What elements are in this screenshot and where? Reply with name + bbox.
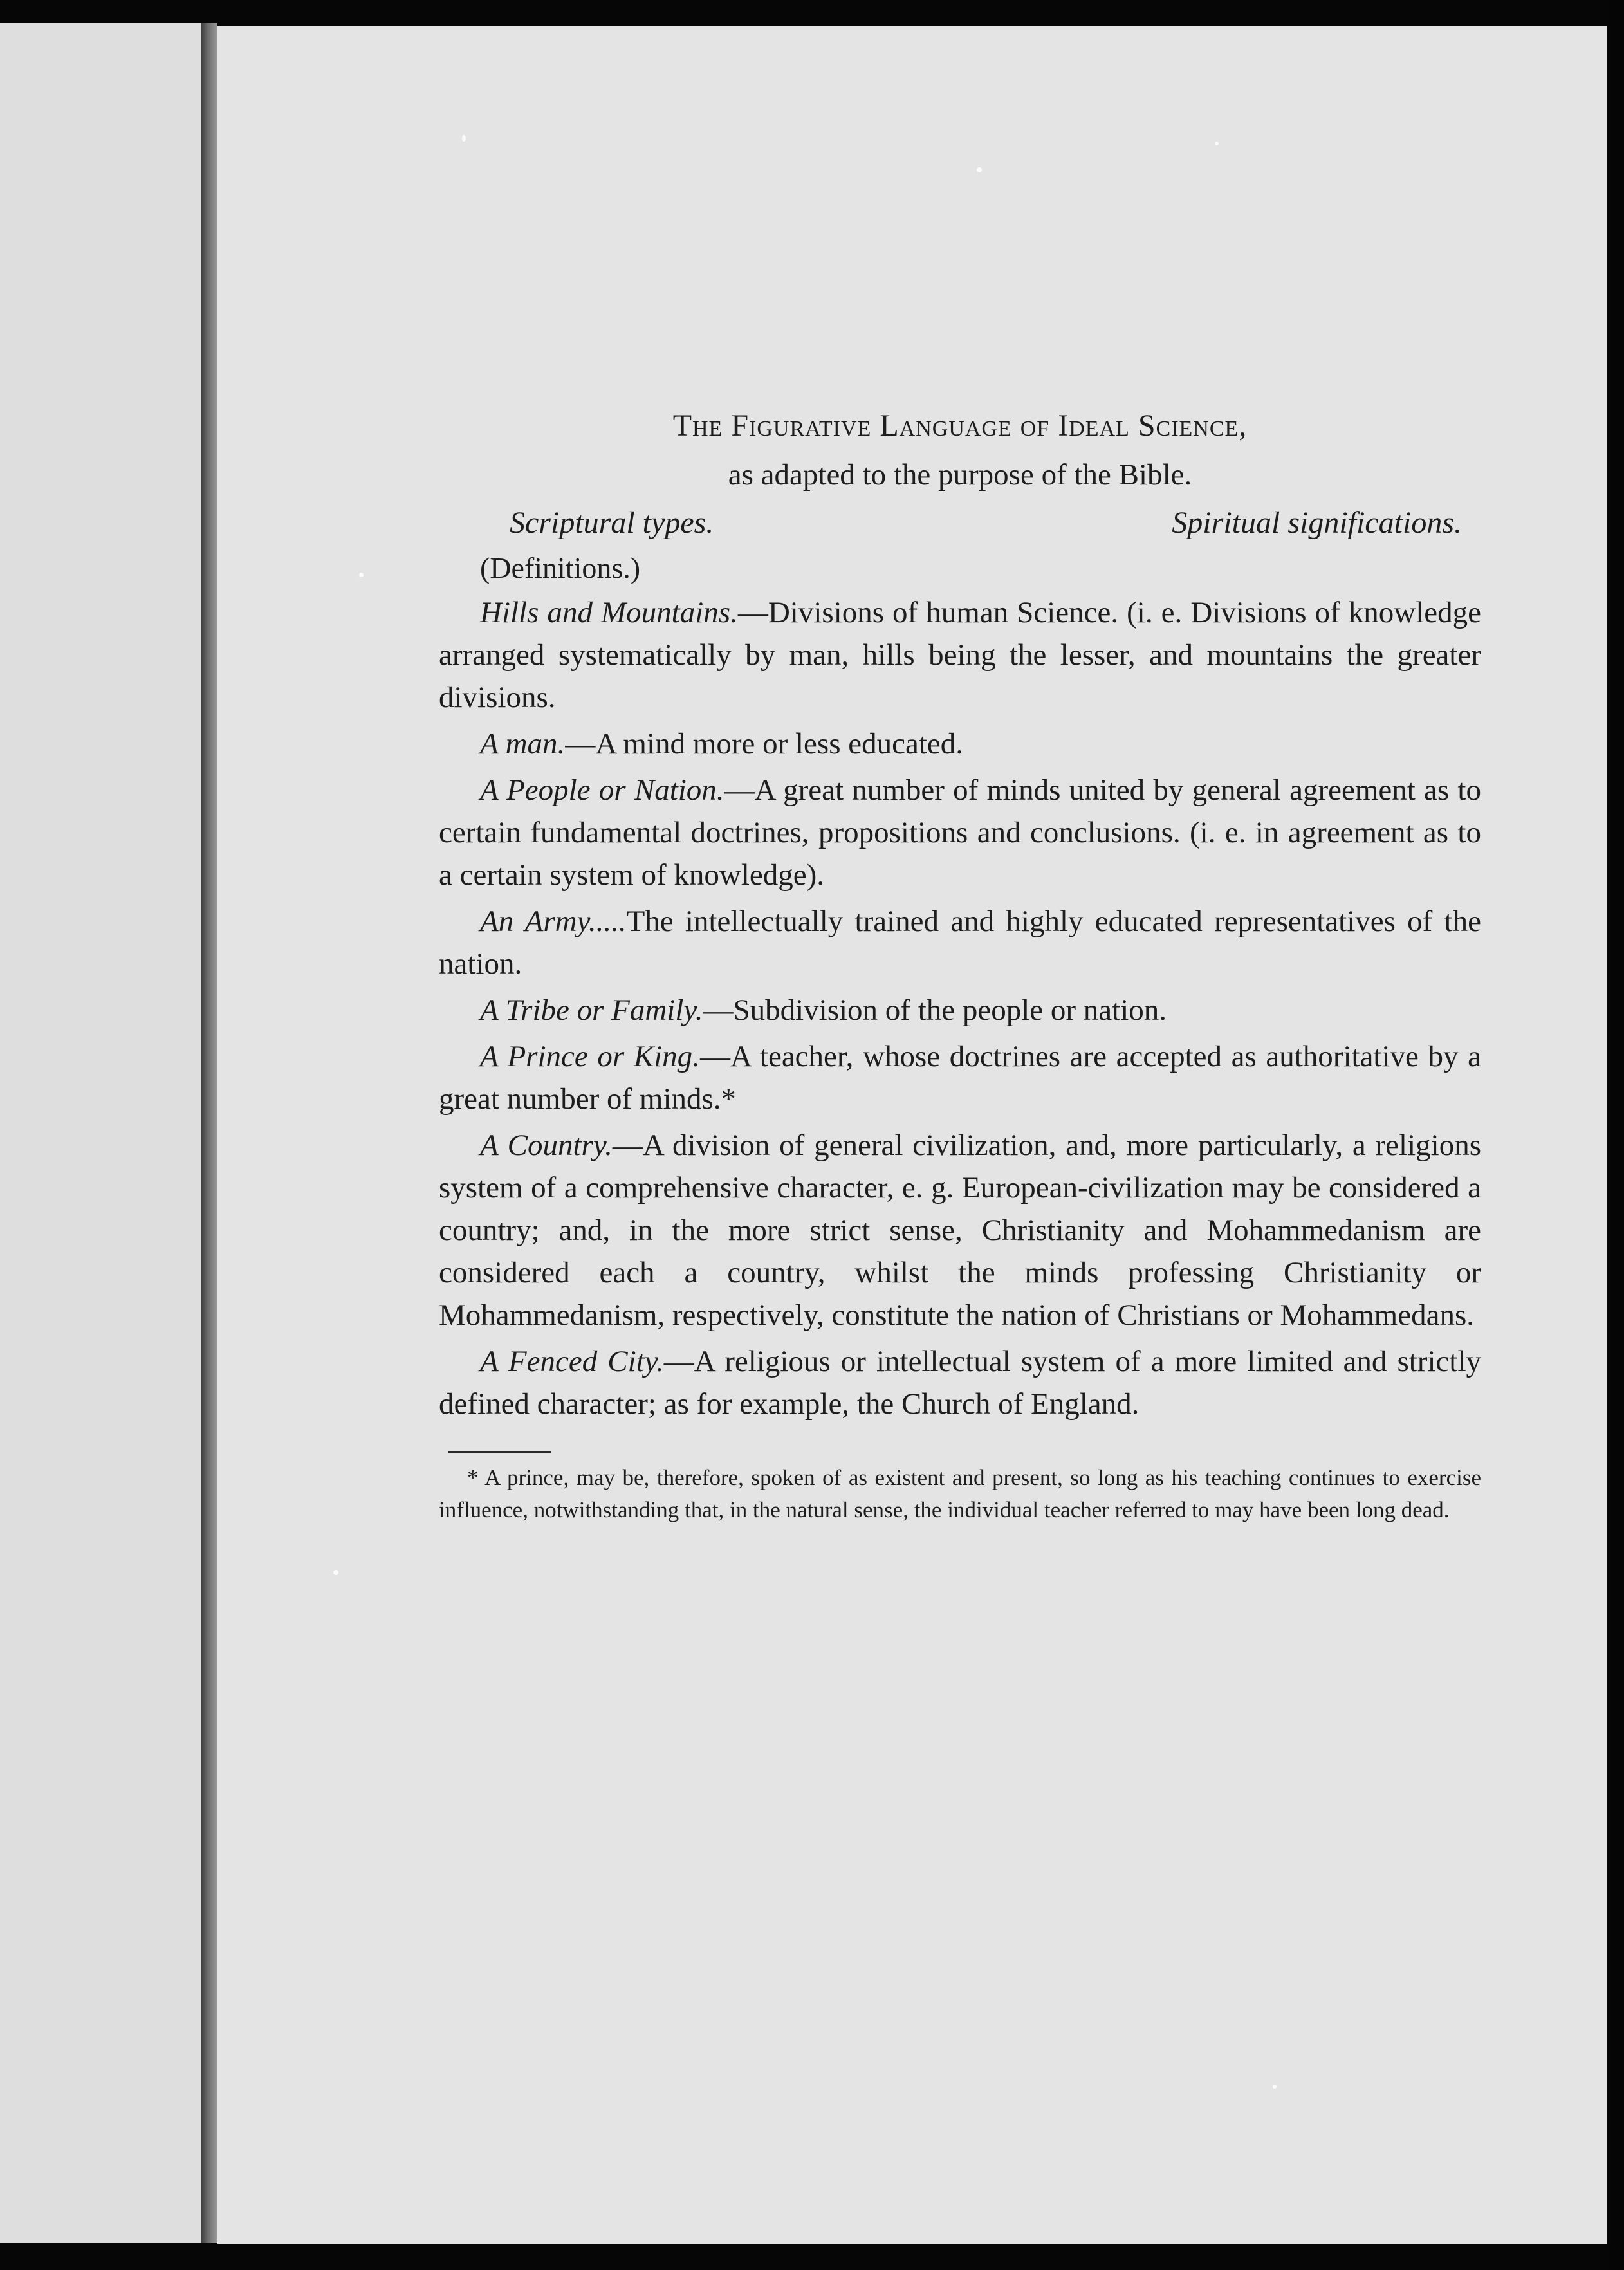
paper-speck (1215, 142, 1219, 145)
definition-entry (439, 1340, 1481, 1425)
definitions-label: (Definitions.) (480, 551, 641, 584)
left-page-edge (0, 23, 201, 2243)
paper-speck (977, 167, 982, 172)
page-title: The Figurative Language of Ideal Science, (672, 409, 1248, 443)
entry-text: —A religious or intellectual system of a more limited and strictly defined character; as for example, the Church of England. (439, 1345, 1481, 1421)
definition-entry (439, 989, 1481, 1031)
entry-text: —A division of general civilization, and, more particularly, a religions system of a comprehensive character, e. g. European-civilization may be considered a country; and, in the more strict sense, Christianity and Mohammedanism are considered each a country, whilst the minds professing Christianity or Mohammedanism, respectively, constitute the nation of Christians or Mohammedans. (439, 1129, 1481, 1332)
entry-text: —Divisions of human Science. (i. e. Divisions of knowledge arranged systematically by man, hills being the lesser, and mountains the greater divisions. (439, 596, 1481, 714)
column-headings (439, 505, 1481, 540)
definition-entry (439, 1124, 1481, 1336)
footnote-rule (448, 1451, 551, 1453)
definition-entry (439, 769, 1481, 896)
entry-text: —A mind more or less educated. (565, 727, 964, 761)
paper-speck (1273, 2085, 1277, 2089)
footnote: * A prince, may be, therefore, spoken of as existent and present, so long as his teaching continues to exercise influence, notwithstanding that, in the natural sense, the individual teacher referred to may have been long dead. (439, 1465, 1481, 1522)
paper-speck (359, 573, 364, 577)
entry-text: —Subdivision of the people or nation. (703, 993, 1167, 1027)
book-gutter (201, 23, 217, 2243)
definition-entry (439, 900, 1481, 985)
entry-term: A Country. (480, 1129, 613, 1162)
scan-border (1610, 0, 1624, 2270)
entry-term: A man. (480, 727, 566, 761)
entry-term: A People or Nation. (480, 773, 724, 807)
entry-term: A Prince or King. (480, 1040, 700, 1073)
page-subtitle: as adapted to the purpose of the Bible. (728, 458, 1192, 492)
entry-term: A Fenced City. (480, 1345, 664, 1378)
entry-text: —A teacher, whose doctrines are accepted as authoritative by a great number of minds.* (439, 1040, 1481, 1116)
definition-entry (439, 591, 1481, 719)
definition-entry (439, 1035, 1481, 1120)
paper-speck (462, 135, 466, 142)
column-heading-types: Scriptural types. (510, 506, 714, 540)
entry-term: A Tribe or Family. (480, 993, 703, 1027)
entry-text: —A great number of minds united by general agreement as to certain fundamental doctrines, propositions and conclusions. (i. e. in agreement as to a certain system of knowledge). (439, 773, 1481, 892)
entry-term: Hills and Mountains. (480, 596, 738, 629)
definition-entry (439, 723, 1481, 765)
page (217, 26, 1607, 2244)
column-heading-significations: Spiritual significations. (1172, 506, 1462, 540)
paper-speck (333, 1570, 338, 1575)
entry-text: The intellectually trained and highly educated representatives of the nation. (439, 905, 1481, 981)
entry-term: An Army..... (480, 905, 627, 938)
page-text (439, 408, 1481, 1526)
